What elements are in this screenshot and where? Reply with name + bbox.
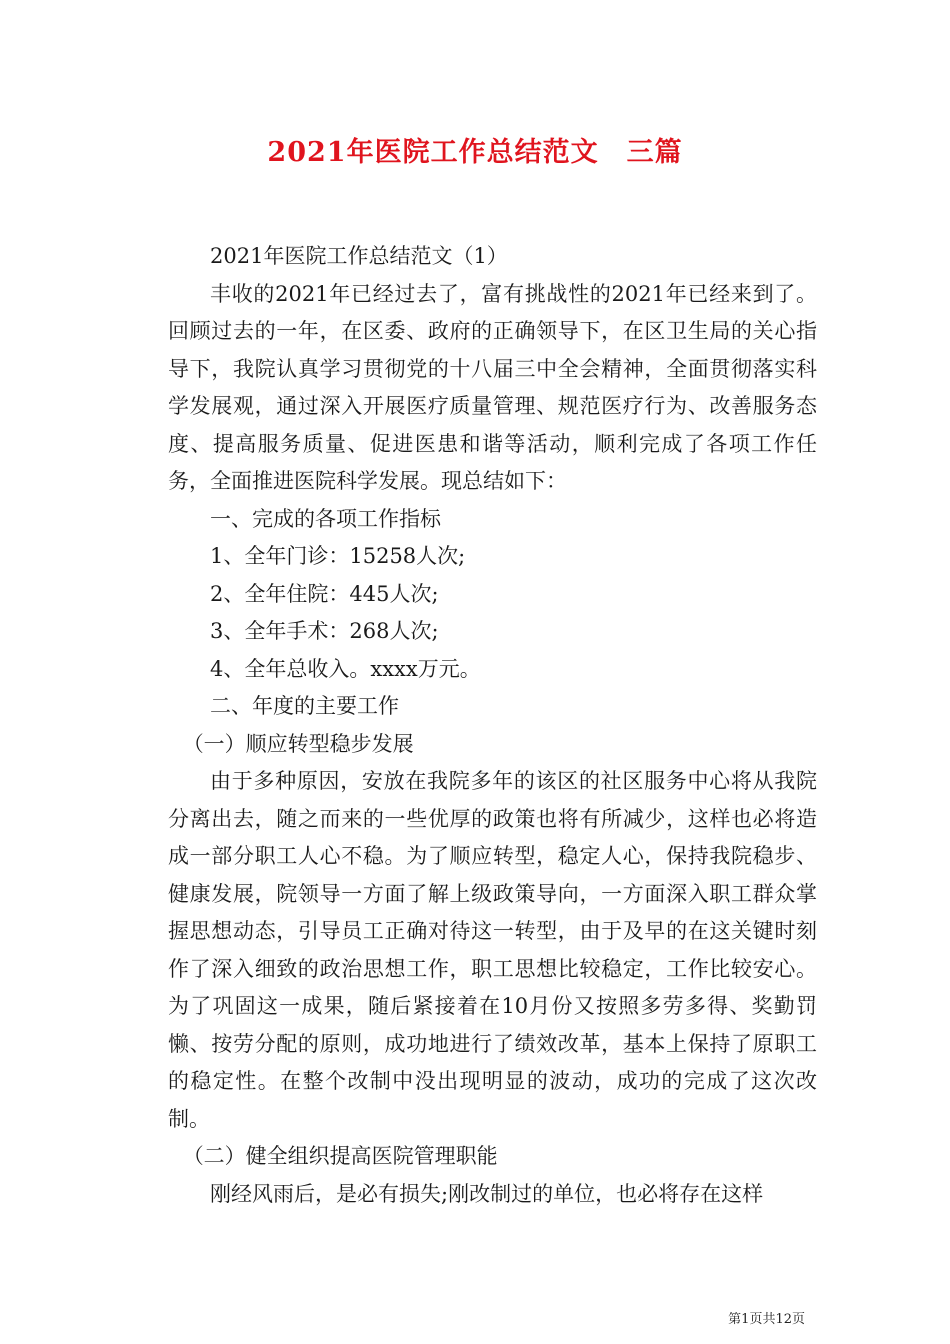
heading-indicators: 一、完成的各项工作指标 bbox=[210, 506, 441, 531]
heading-main-work: 二、年度的主要工作 bbox=[210, 694, 399, 718]
indicator-item: 4、全年总收入。xxxx万元。 bbox=[210, 656, 481, 681]
body-paragraph: 刚经风雨后，是必有损失;刚改制过的单位，也必将存在这样 bbox=[210, 1181, 764, 1206]
indicator-item: 2、全年住院：445人次; bbox=[210, 581, 439, 606]
subheading-organization: （二）健全组织提高医院管理职能 bbox=[182, 1144, 498, 1168]
document-body bbox=[147, 238, 817, 1213]
page-number-footer: 第1页共12页 bbox=[728, 1312, 805, 1327]
subheading-transition: （一）顺应转型稳步发展 bbox=[182, 731, 414, 756]
indicator-item: 1、全年门诊：15258人次; bbox=[210, 544, 466, 568]
intro-paragraph: 丰收的2021年已经过去了，富有挑战性的2021年已经来到了。回顾过去的一年，在区委、政府的正确领导下，在区卫生局的关心指导下，我院认真学习贯彻党的十八届三中全会精神，全面贯彻落实科学发展观，通过深入开展医疗质量管理、规范医疗行为、改善服务态度、提高服务质量、促进医患和谐等活动，顺利完成了各项工作任务，全面推进医院科学发展。现总结如下： bbox=[168, 281, 817, 493]
body-paragraph: 由于多种原因，安放在我院多年的该区的社区服务中心将从我院分离出去，随之而来的一些优厚的政策也将有所减少，这样也必将造成一部分职工人心不稳。为了顺应转型，稳定人心，保持我院稳步、健康发展，院领导一方面了解上级政策导向，一方面深入职工群众掌握思想动态，引导员工正确对待这一转型，由于及早的在这关键时刻作了深入细致的政治思想工作，职工思想比较稳定，工作比较安心。为了巩固这一成果，随后紧接着在10月份又按照多劳多得、奖勤罚懒、按劳分配的原则，成功地进行了绩效改革，基本上保持了原职工的稳定性。在整个改制中没出现明显的波动，成功的完成了这次改制。 bbox=[168, 769, 817, 1131]
document-title: 2021年医院工作总结范文 三篇 bbox=[267, 137, 683, 168]
indicator-item: 3、全年手术：268人次; bbox=[210, 619, 439, 643]
section-heading: 2021年医院工作总结范文（1） bbox=[210, 244, 508, 268]
